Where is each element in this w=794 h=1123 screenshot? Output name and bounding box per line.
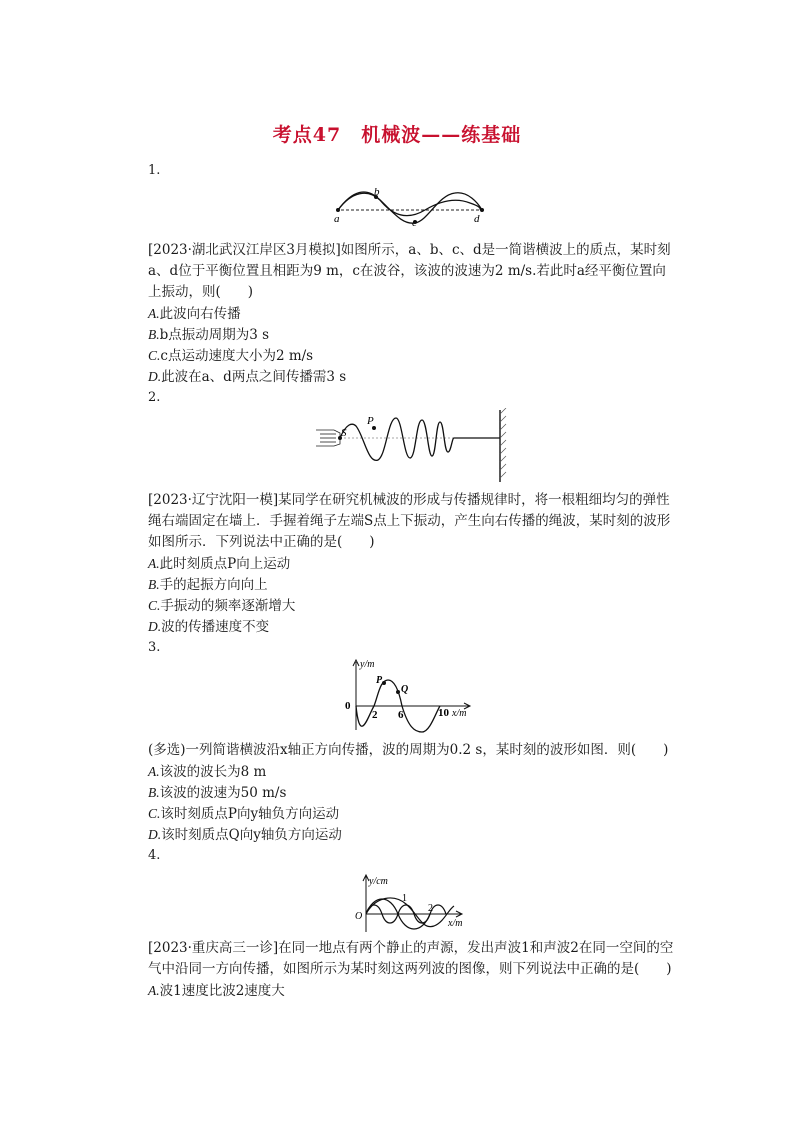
question-4-two-waves-graph — [350, 870, 476, 934]
question-2-number: 2. — [148, 390, 161, 405]
label-b: b — [374, 186, 380, 198]
question-2-option-d: D.波的传播速度不变 — [148, 619, 270, 635]
question-2-option-c: C.手振动的频率逐渐增大 — [148, 598, 296, 614]
label-q: Q — [401, 684, 409, 695]
x-axis-label: x/m — [452, 708, 467, 719]
question-4-number: 4. — [148, 848, 161, 863]
question-1-option-d: D.此波在a、d两点之间传播需3 s — [148, 369, 347, 385]
wall-hatch — [500, 408, 506, 478]
question-1-option-a: A.此波向右传播 — [148, 306, 241, 322]
point-p — [382, 681, 386, 685]
label-a: a — [334, 213, 340, 225]
question-2-rope-figure — [312, 408, 524, 484]
point-d — [480, 208, 484, 212]
label-d: d — [474, 213, 480, 225]
question-1-stem: [2023·湖北武汉江岸区3月模拟]如图所示，a、b、c、d是一简谐横波上的质点，某时刻a、d位于平衡位置且相距为9 m，c在波谷，该波的波速为2 m/s.若此时a经平衡位置向上振动，则( ) — [148, 242, 671, 300]
wave-1-alt — [366, 898, 454, 927]
tick-6: 6 — [398, 709, 404, 721]
origin-label: 0 — [345, 700, 351, 712]
point-a — [336, 208, 340, 212]
wave-2-label: 2 — [428, 903, 433, 914]
rope-wave — [340, 418, 500, 460]
question-2-option-b: B.手的起振方向向上 — [148, 577, 268, 593]
question-2-stem: [2023·辽宁沈阳一模]某同学在研究机械波的形成与传播规律时，将一根粗细均匀的弹性绳右端固定在墙上．手握着绳子左端S点上下振动，产生向右传播的绳波，某时刻的波形如图所示．下列说法中正确的是( ) — [148, 492, 671, 550]
label-s: S — [341, 427, 347, 439]
y-axis-label: y/m — [360, 659, 375, 670]
question-1-wave-figure — [330, 185, 490, 227]
question-1-option-c: C.c点运动速度大小为2 m/s — [148, 348, 314, 364]
question-1-number: 1. — [148, 163, 161, 178]
label-p: P — [376, 675, 383, 686]
question-4-stem: [2023·重庆高三一诊]在同一地点有两个静止的声源，发出声波1和声波2在同一空间的空气中沿同一方向传播，如图所示为某时刻这两列波的图像，则下列说法中正确的是( ) — [148, 940, 674, 977]
question-3-option-c: C.该时刻质点P向y轴负方向运动 — [148, 806, 340, 822]
question-3-option-d: D.该时刻质点Q向y轴负方向运动 — [148, 827, 342, 843]
tick-10: 10 — [438, 707, 449, 719]
hand-icon — [316, 430, 340, 446]
question-3-option-b: B.该波的波速为50 m/s — [148, 785, 287, 801]
label-p: P — [367, 415, 374, 427]
question-3-wave-graph — [340, 656, 480, 736]
page-title: 考点47 机械波——练基础 — [272, 124, 522, 146]
question-1-option-b: B.b点振动周期为3 s — [148, 327, 270, 343]
question-3-number: 3. — [148, 640, 161, 655]
wave-curve — [338, 192, 480, 216]
tick-2: 2 — [372, 709, 378, 721]
question-3-option-a: A.该波的波长为8 m — [148, 764, 267, 780]
y-axis-label: y/cm — [369, 876, 388, 887]
label-c: c — [412, 217, 417, 227]
x-axis-label: x/m — [448, 918, 463, 929]
question-2-option-a: A.此时刻质点P向上运动 — [148, 556, 291, 572]
question-4-option-a: A.波1速度比波2速度大 — [148, 983, 285, 999]
point-q — [396, 690, 400, 694]
question-3-stem: (多选)一列简谐横波沿x轴正方向传播，波的周期为0.2 s，某时刻的波形如图．则( ) — [148, 742, 669, 758]
wave-1-label: 1 — [402, 893, 407, 904]
origin-label: O — [355, 911, 363, 922]
